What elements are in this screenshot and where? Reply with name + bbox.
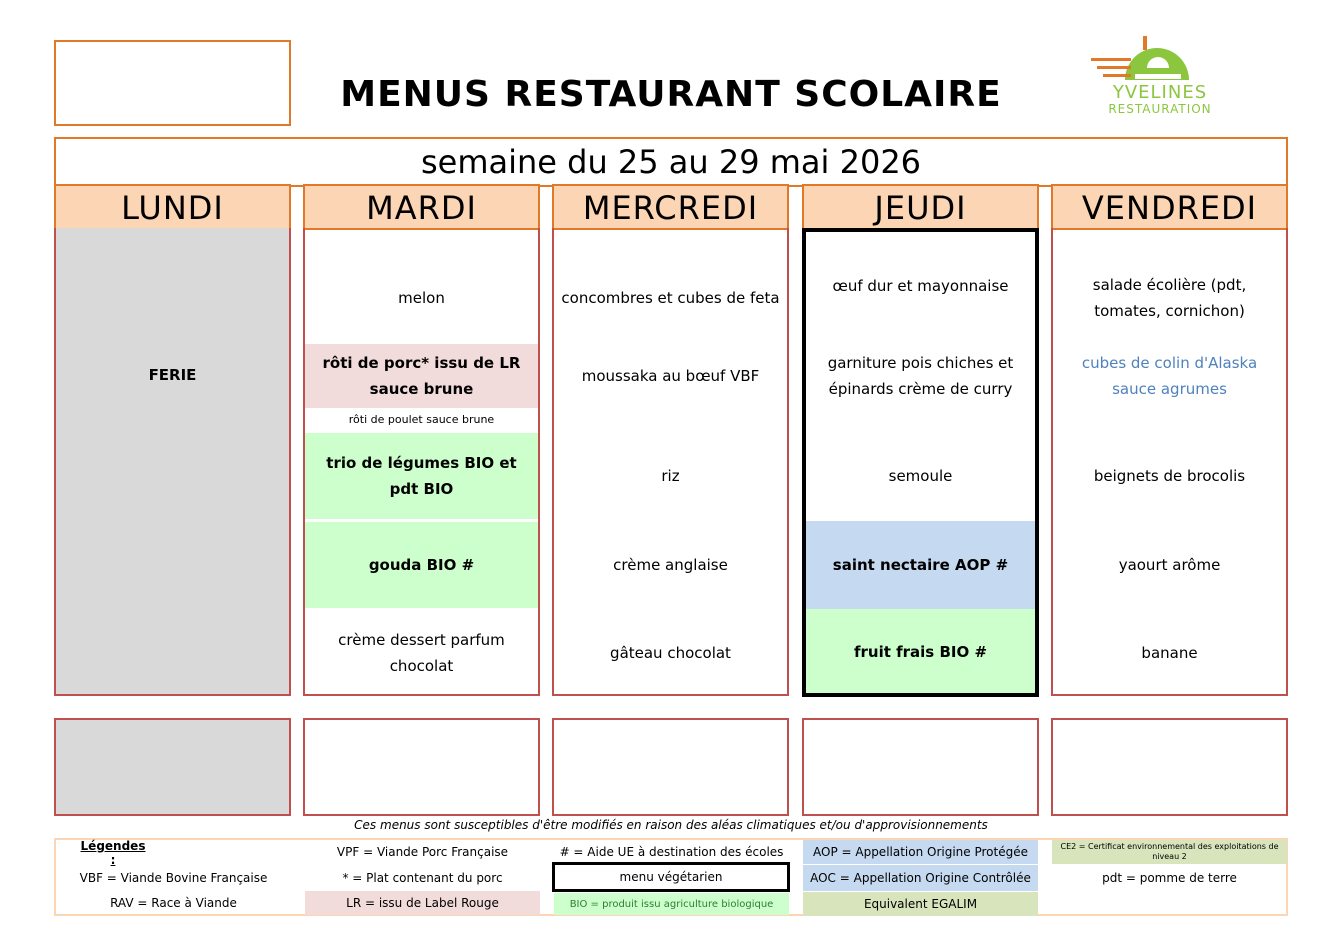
legend-rav: RAV = Race à Viande	[110, 896, 237, 910]
menu-entree: salade écolière (pdt, tomates, cornichon)	[1092, 276, 1247, 320]
day-column-mercredi	[552, 228, 789, 696]
menu-plat-alternative: rôti de poulet sauce brune	[348, 413, 495, 426]
vegetarian-menu-frame	[802, 228, 1039, 697]
menu-plat: rôti de porc* issu de LR sauce brune	[305, 344, 538, 408]
menu-accompagnement: riz	[661, 467, 680, 485]
day-header-lundi: LUNDI	[54, 184, 291, 230]
menu-laitage: yaourt arôme	[1118, 556, 1221, 574]
menu-laitage: gouda BIO #	[305, 522, 538, 608]
menu-plat: garniture pois chiches et épinards crème de curry	[827, 354, 1014, 398]
legend-title: Légendes :	[80, 839, 146, 867]
legend-vpf: VPF = Viande Porc Française	[336, 845, 509, 859]
menu-laitage: crème anglaise	[613, 556, 728, 574]
menu-dessert: fruit frais BIO #	[804, 609, 1037, 695]
legend-bio: BIO = produit issu agriculture biologique	[554, 893, 789, 915]
week-title: semaine du 25 au 29 mai 2026	[54, 137, 1288, 187]
legend-ce2: CE2 = Certificat environnemental des exploitations de niveau 2	[1052, 840, 1287, 864]
holiday-label: FERIE	[148, 366, 197, 384]
menu-accompagnement: semoule	[888, 467, 953, 485]
menu-entree: concombres et cubes de feta	[561, 289, 780, 307]
legend-porc: * = Plat contenant du porc	[342, 871, 503, 885]
legend-aop: AOP = Appellation Origine Protégée	[803, 840, 1038, 864]
legend-aoc: AOC = Appellation Origine Contrôlée	[803, 865, 1038, 891]
menu-entree: œuf dur et mayonnaise	[832, 277, 1009, 295]
legend-vbf: VBF = Viande Bovine Française	[79, 871, 268, 885]
menu-plat: moussaka au bœuf VBF	[581, 367, 760, 385]
legend-panel	[54, 838, 1288, 916]
menu-dessert: banane	[1141, 644, 1198, 662]
school-name-box	[54, 40, 291, 126]
legend-lr: LR = issu de Label Rouge	[305, 891, 540, 915]
legend-aide-ue: # = Aide UE à destination des écoles	[559, 845, 784, 859]
day-header-jeudi: JEUDI	[802, 184, 1039, 230]
menu-entree: melon	[398, 289, 445, 307]
menu-accompagnement: trio de légumes BIO et pdt BIO	[305, 433, 538, 519]
goûter-box-jeudi	[802, 718, 1039, 816]
day-column-lundi	[54, 228, 291, 696]
legend-egalim: Equivalent EGALIM	[803, 892, 1038, 916]
goûter-box-mercredi	[552, 718, 789, 816]
day-header-vendredi: VENDREDI	[1051, 184, 1288, 230]
day-header-mardi: MARDI	[303, 184, 540, 230]
menu-plat: cubes de colin d'Alaska sauce agrumes	[1081, 354, 1258, 398]
goûter-box-vendredi	[1051, 718, 1288, 816]
menu-dessert: gâteau chocolat	[610, 644, 731, 662]
day-column-mardi	[303, 228, 540, 696]
menu-dessert: crème dessert parfum chocolat	[338, 631, 505, 675]
goûter-box-mardi	[303, 718, 540, 816]
menu-laitage: saint nectaire AOP #	[804, 521, 1037, 609]
menu-accompagnement: beignets de brocolis	[1093, 467, 1246, 485]
day-header-mercredi: MERCREDI	[552, 184, 789, 230]
legend-pdt: pdt = pomme de terre	[1102, 871, 1237, 885]
logo-text-restauration: RESTAURATION	[1108, 102, 1212, 116]
page-title: MENUS RESTAURANT SCOLAIRE	[340, 74, 1002, 115]
logo-text-yvelines: YVELINES	[1112, 82, 1208, 103]
legend-vegetarian: menu végétarien	[552, 862, 790, 892]
day-column-vendredi	[1051, 228, 1288, 696]
disclaimer-notice: Ces menus sont susceptibles d'être modifiés en raison des aléas climatiques et/ou d'approvisionnements	[354, 818, 988, 832]
goûter-box-lundi	[54, 718, 291, 816]
